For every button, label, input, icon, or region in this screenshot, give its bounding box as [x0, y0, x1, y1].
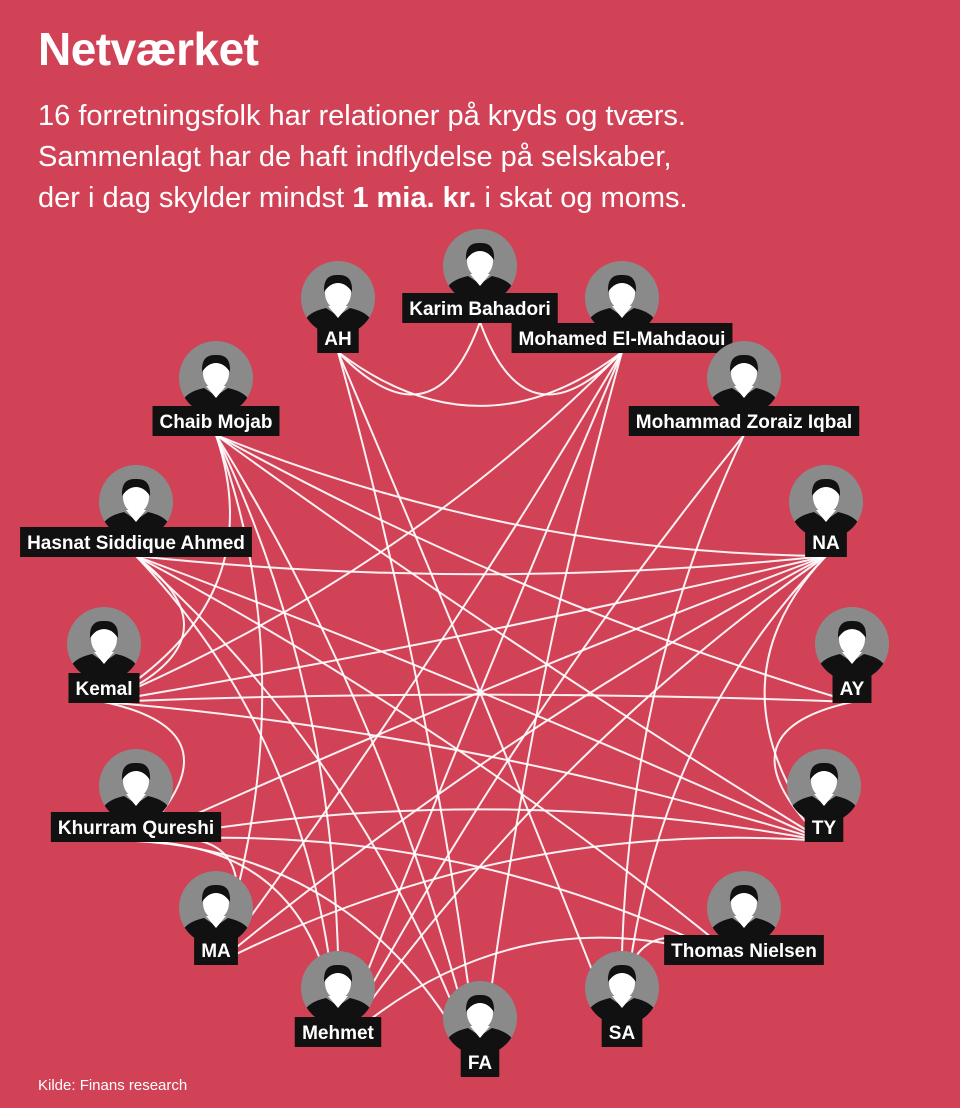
person-node	[815, 607, 889, 703]
person-name-label	[833, 673, 872, 703]
person-name: Mehmet	[302, 1023, 374, 1044]
connection-line	[338, 352, 622, 406]
person-node	[787, 749, 861, 842]
person-name-label	[629, 406, 859, 436]
person-name: Khurram Qureshi	[57, 818, 215, 839]
person-name: FA	[467, 1053, 493, 1074]
person-name-label	[805, 812, 844, 842]
person-name-label	[194, 935, 238, 965]
source-note: Kilde: Finans research	[38, 1077, 188, 1094]
person-name: Karim Bahadori	[409, 299, 551, 320]
person-name: NA	[812, 533, 840, 554]
person-name: Mohamed El-Mahdaoui	[518, 329, 726, 350]
person-name-label	[68, 673, 139, 703]
subtitle-line-3-end: i skat og moms.	[476, 182, 688, 214]
connection-line	[136, 809, 824, 841]
person-node	[402, 229, 557, 323]
subtitle-line-3-start: der i dag skylder mindst	[38, 182, 353, 214]
person-name-label	[317, 323, 358, 353]
debt-amount: 1 mia. kr.	[352, 182, 477, 214]
person-node	[67, 607, 141, 703]
subtitle-line-1: 16 forretningsfolk har relationer på kryds og tværs.	[38, 100, 686, 132]
person-nodes	[20, 229, 889, 1077]
connection-line	[338, 322, 480, 395]
person-name: Hasnat Siddique Ahmed	[27, 533, 245, 554]
person-name-label	[153, 406, 280, 436]
person-name-label	[664, 935, 824, 965]
person-name-label	[51, 812, 221, 842]
person-name-label	[402, 293, 557, 323]
person-name: Kemal	[75, 679, 133, 700]
person-name: AY	[839, 679, 865, 700]
person-name-label	[805, 527, 847, 557]
person-node	[295, 951, 381, 1047]
person-node	[443, 981, 517, 1077]
person-node	[585, 951, 659, 1047]
person-node	[301, 261, 375, 353]
subtitle-line-2: Sammenlagt har de haft indflydelse på selskaber,	[38, 141, 672, 173]
person-name: AH	[324, 329, 352, 350]
person-node	[20, 465, 252, 557]
connection-line	[216, 435, 852, 702]
person-name-label	[602, 1017, 643, 1047]
person-name-label	[512, 323, 733, 353]
person-name: TY	[811, 818, 837, 839]
person-name: Thomas Nielsen	[671, 941, 817, 962]
person-name: SA	[608, 1023, 636, 1044]
person-name-label	[20, 527, 252, 557]
person-node	[153, 341, 280, 436]
person-node	[789, 465, 863, 557]
person-name: Chaib Mojab	[159, 412, 273, 433]
connection-line	[216, 435, 824, 841]
person-node	[629, 341, 859, 436]
person-name: Mohammad Zoraiz Iqbal	[635, 412, 853, 433]
page-title: Netværket	[38, 23, 259, 75]
person-name-label	[295, 1017, 381, 1047]
person-name: MA	[201, 941, 231, 962]
person-name-label	[461, 1047, 500, 1077]
person-node	[51, 749, 221, 842]
